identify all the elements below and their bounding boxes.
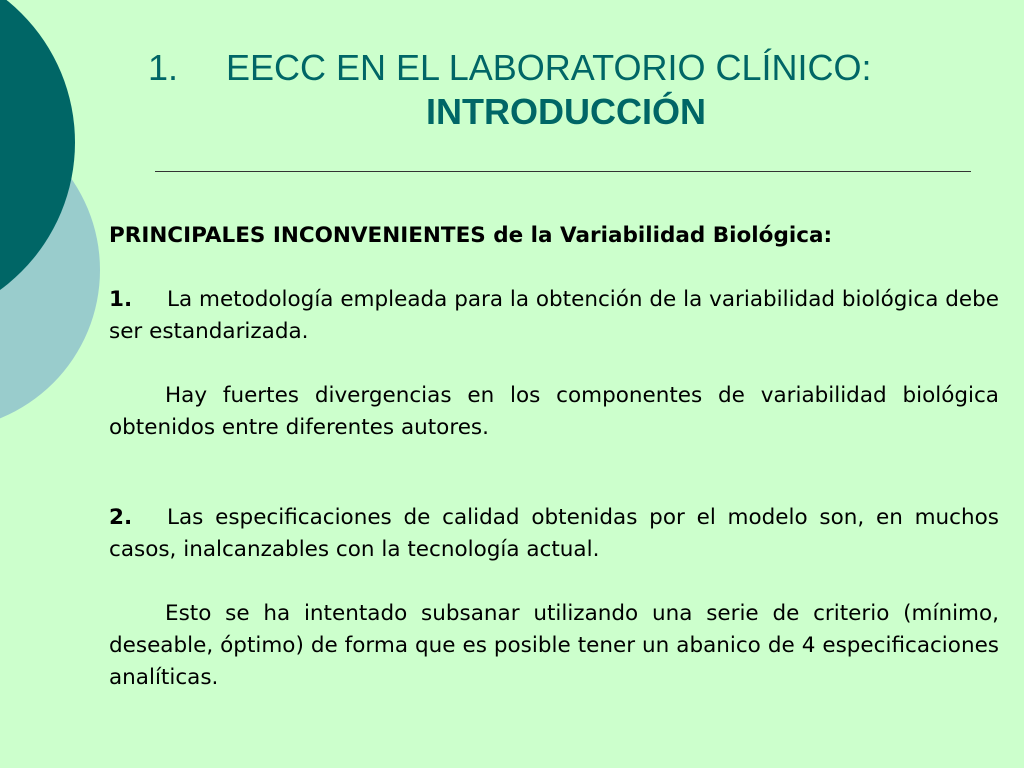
point-1-text: La metodología empleada para la obtención de la variabilidad biológica debe ser estandarizada. [109,287,999,344]
section-heading: PRINCIPALES INCONVENIENTES de la Variabilidad Biológica: [109,223,833,248]
point-1-note: Hay fuertes divergencias en los componentes de variabilidad biológica obtenidos entre diferentes autores. [109,383,999,440]
title-subtitle: INTRODUCCIÓN [426,91,706,132]
slide-title [148,46,968,134]
point-2-note: Esto se ha intentado subsanar utilizando una serie de criterio (mínimo, deseable, óptimo) de forma que es posible tener un abanico de 4 especificaciones analíticas. [109,601,999,690]
point-2 [109,502,999,566]
point-1-number: 1. [109,287,133,312]
slide-body [109,220,999,694]
point-2-text: Las especificaciones de calidad obtenidas por el modelo son, en muchos casos, inalcanzables con la tecnología actual. [109,505,999,562]
point-1 [109,284,999,348]
title-line-1 [148,46,968,90]
title-divider [155,171,971,172]
title-main-text: EECC EN EL LABORATORIO CLÍNICO: [226,47,872,88]
point-2-number: 2. [109,505,133,530]
title-number: 1. [148,47,179,88]
